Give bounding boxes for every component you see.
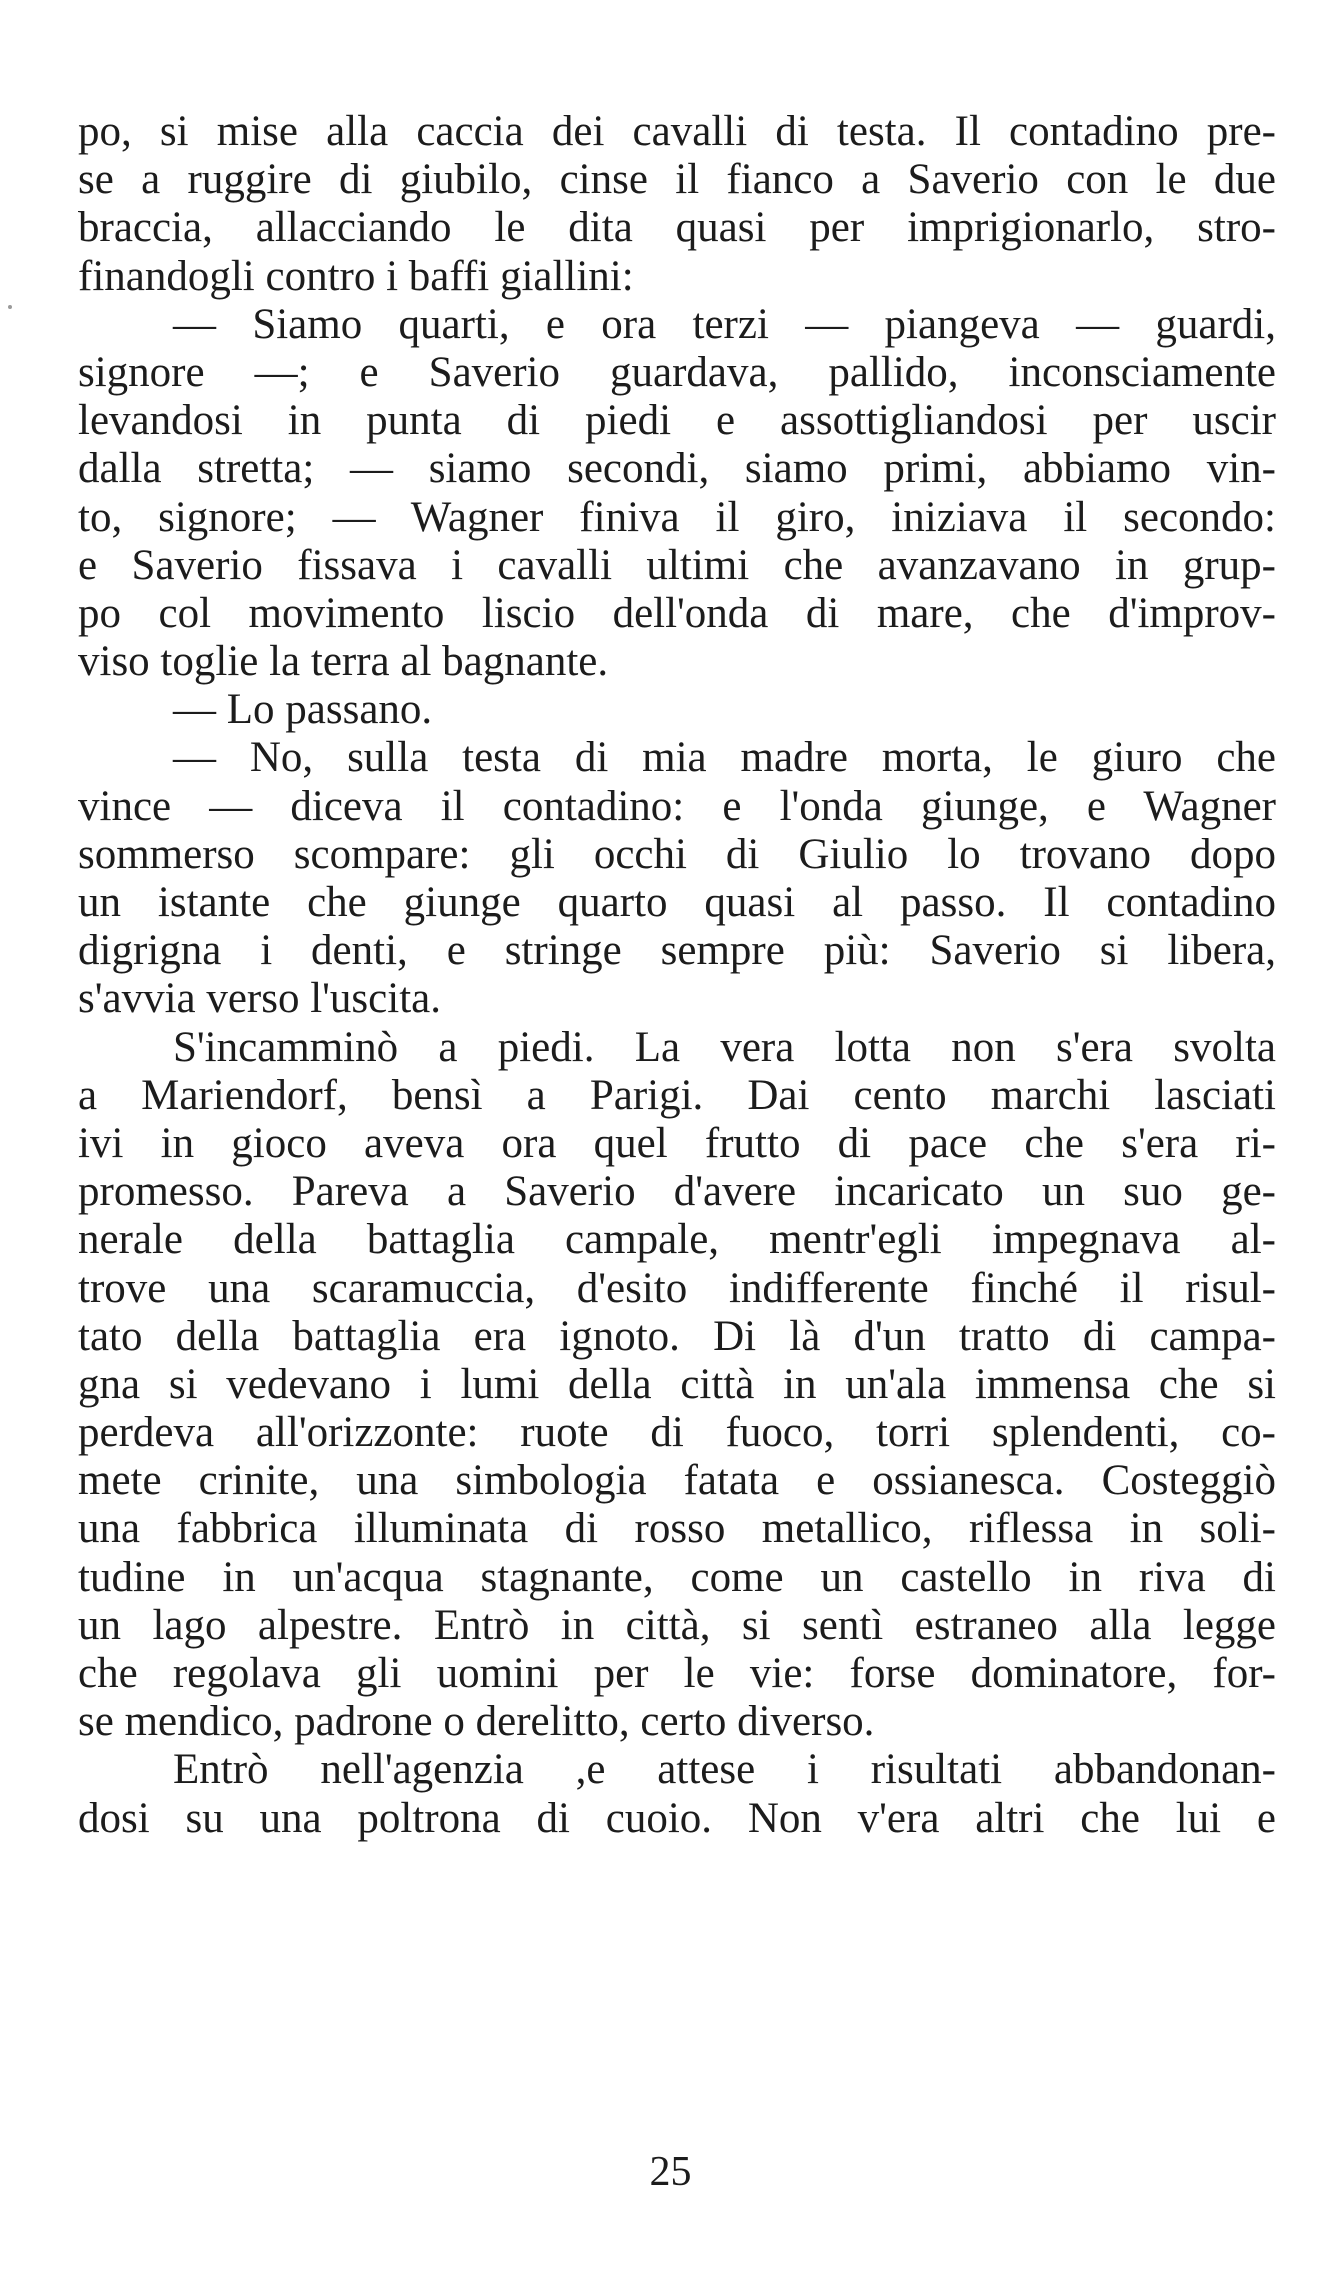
text-line: po col movimento liscio dell'onda di mare, che d'improv- [78, 589, 1276, 637]
text-line: promesso. Pareva a Saverio d'avere incaricato un suo ge- [78, 1168, 1276, 1216]
text-line: po, si mise alla caccia dei cavalli di testa. Il contadino pre- [78, 108, 1276, 155]
text-line: nerale della battaglia campale, mentr'egli impegnava al- [78, 1216, 1276, 1264]
text-line: sommerso scompare: gli occhi di Giulio lo trovano dopo [78, 830, 1276, 878]
text-line: to, signore; — Wagner finiva il giro, iniziava il secondo: [78, 493, 1276, 541]
text-line: a Mariendorf, bensì a Parigi. Dai cento marchi lasciati [78, 1071, 1276, 1119]
text-line: trove una scaramuccia, d'esito indifferente finché il risul- [78, 1264, 1276, 1312]
text-line: braccia, allacciando le dita quasi per imprigionarlo, stro- [78, 204, 1276, 252]
text-line: — Siamo quarti, e ora terzi — piangeva — guardi, [173, 300, 1276, 348]
text-line: mete crinite, una simbologia fatata e ossianesca. Costeggiò [78, 1457, 1276, 1505]
text-line: levandosi in punta di piedi e assottigliandosi per uscir [78, 397, 1276, 445]
page-number: 25 [649, 2149, 692, 2195]
text-line: S'incamminò a piedi. La vera lotta non s'era svolta [173, 1023, 1276, 1071]
text-line: tato della battaglia era ignoto. Di là d'un tratto di campa- [78, 1312, 1276, 1360]
text-line: s'avvia verso l'uscita. [78, 975, 441, 1023]
margin-speck [8, 305, 12, 309]
text-line: una fabbrica illuminata di rosso metallico, riflessa in soli- [78, 1505, 1276, 1553]
text-line: e Saverio fissava i cavalli ultimi che avanzavano in grup- [78, 541, 1276, 589]
text-line: Entrò nell'agenzia ,e attese i risultati abbandonan- [173, 1746, 1276, 1794]
text-line: se mendico, padrone o derelitto, certo diverso. [78, 1698, 875, 1746]
text-line: che regolava gli uomini per le vie: forse dominatore, for- [78, 1650, 1276, 1697]
text-line: gna si vedevano i lumi della città in un'ala immensa che si [78, 1360, 1276, 1408]
text-line: digrigna i denti, e stringe sempre più: Saverio si libera, [78, 927, 1276, 975]
text-line: ivi in gioco aveva ora quel frutto di pace che s'era ri- [78, 1119, 1276, 1167]
body-text [78, 108, 1276, 1843]
text-line: un lago alpestre. Entrò in città, si sentì estraneo alla legge [78, 1601, 1276, 1649]
text-line: perdeva all'orizzonte: ruote di fuoco, torri splendenti, co- [78, 1409, 1276, 1457]
text-line: vince — diceva il contadino: e l'onda giunge, e Wagner [78, 782, 1276, 830]
text-line: finandogli contro i baffi giallini: [78, 252, 634, 300]
text-line: un istante che giunge quarto quasi al passo. Il contadino [78, 879, 1276, 926]
text-line: — No, sulla testa di mia madre morta, le giuro che [173, 734, 1276, 782]
text-line: signore —; e Saverio guardava, pallido, inconsciamente [78, 348, 1276, 396]
text-line: dalla stretta; — siamo secondi, siamo primi, abbiamo vin- [78, 445, 1276, 493]
text-line: tudine in un'acqua stagnante, come un castello in riva di [78, 1553, 1276, 1601]
text-line: se a ruggire di giubilo, cinse il fianco a Saverio con le due [78, 156, 1276, 204]
text-line: viso toglie la terra al bagnante. [78, 638, 609, 686]
text-line: dosi su una poltrona di cuoio. Non v'era altri che lui e [78, 1794, 1276, 1842]
text-line: — Lo passano. [173, 686, 433, 734]
